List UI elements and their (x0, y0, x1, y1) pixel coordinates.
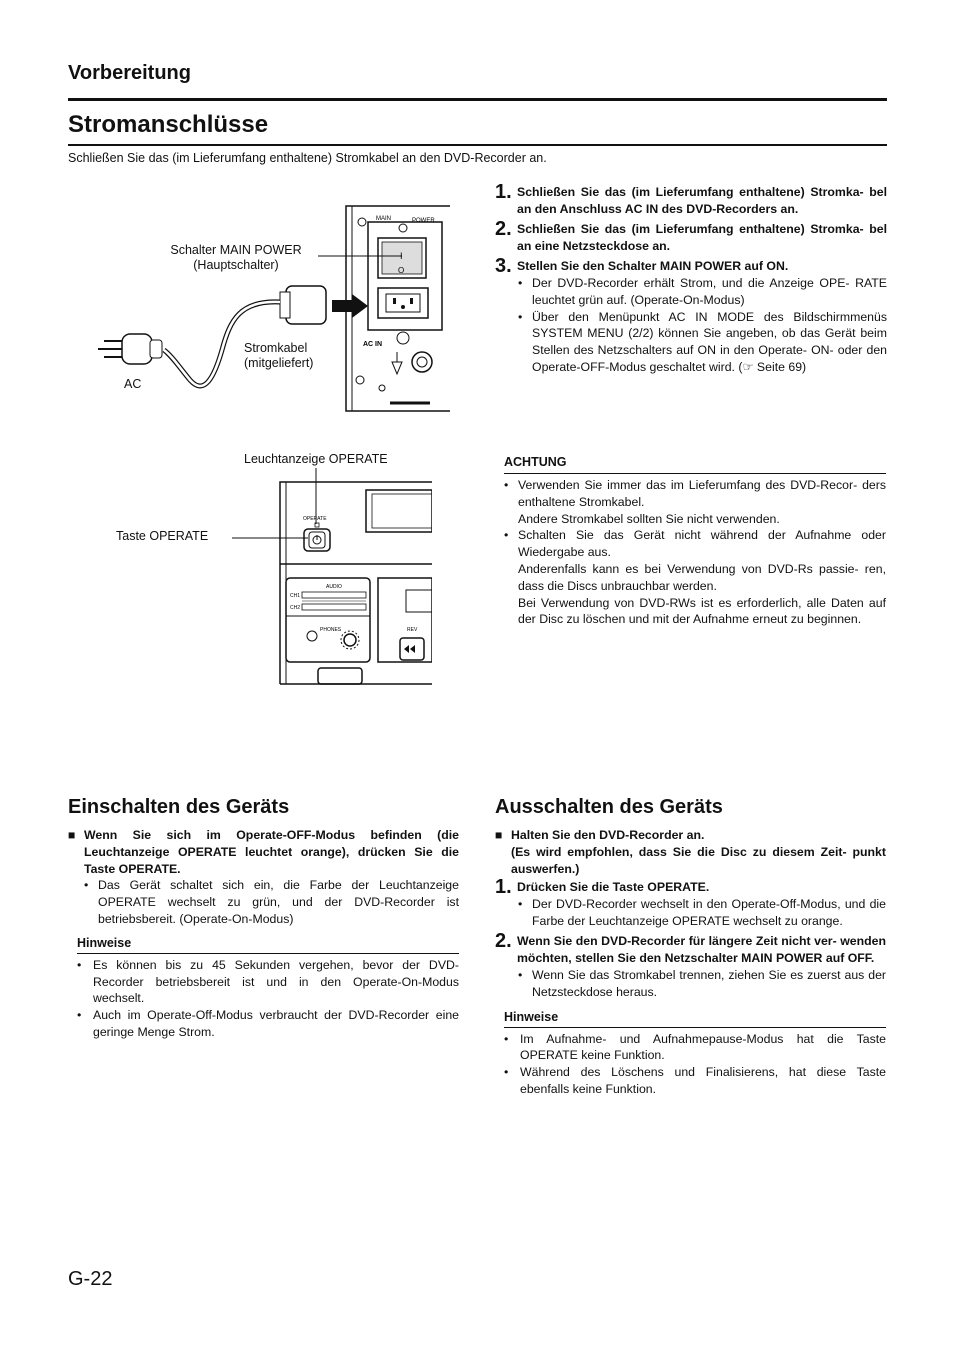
step-2: 2. Schließen Sie das (im Lieferumfang enthaltene) Stromka- bel an eine Netzsteckdose an. (495, 218, 887, 253)
intro-text: Schließen Sie das (im Lieferumfang enthaltene) Stromkabel an den DVD-Recorder an. (68, 151, 547, 165)
list-item: • Das Gerät schaltet sich ein, die Farbe der Leuchtanzeige OPERATE wechselt zu grün, und der DVD-Recorder ist betriebsbereit. (Operate-On-Modus) (84, 878, 459, 926)
caution-box (504, 455, 886, 628)
section-label: Vorbereitung (68, 62, 191, 84)
list-item: • Es können bis zu 45 Sekunden vergehen, bevor der DVD- Recorder betriebsbereit ist und in den Operate-On-Modus wechselt. (77, 957, 459, 1006)
svg-text:CH2: CH2 (290, 605, 301, 611)
caution-title: ACHTUNG (504, 455, 567, 469)
notes-title: Hinweise (77, 935, 132, 950)
list-item: • Wenn Sie das Stromkabel trennen, ziehen Sie es zuerst aus der Netzsteckdose heraus. (518, 967, 886, 999)
svg-text:CH1: CH1 (290, 593, 301, 599)
svg-text:AUDIO: AUDIO (326, 584, 342, 590)
list-item: • Über den Menüpunkt AC IN MODE des Bildschirmmenüs SYSTEM MENU (2/2) können Sie angeben, ob das Gerät beim Stellen des Netzschalters auf ON in den Operate- ON- oder den Operate-OFF-Modus geschaltet wird. (☞ Seite 69) (518, 309, 887, 374)
notes-title: Hinweise (504, 1009, 559, 1024)
power-on-lead: ■ Wenn Sie sich im Operate-OFF-Modus befinden (die Leuchtanzeige OPERATE leuchtet orange), drücken Sie die Taste OPERATE. (68, 828, 459, 876)
power-connection-diagram (90, 200, 450, 420)
front-panel-leaders (230, 466, 350, 546)
list-item: • Im Aufnahme- und Aufnahmepause-Modus hat die Taste OPERATE keine Funktion. (504, 1031, 886, 1063)
power-off-title: Ausschalten des Geräts (495, 796, 723, 818)
step-3: 3. Stellen Sie den Schalter MAIN POWER auf ON. (495, 255, 789, 277)
svg-text:O: O (398, 266, 405, 275)
power-off-step-2: 2. Wenn Sie den DVD-Recorder für längere Zeit nicht ver- wenden möchten, stellen Sie den Netzschalter MAIN POWER auf OFF. (495, 929, 886, 965)
operate-indicator-label: Leuchtanzeige OPERATE (244, 452, 388, 466)
svg-text:REV: REV (407, 627, 418, 633)
power-on-title: Einschalten des Geräts (68, 796, 290, 818)
svg-text:AC IN: AC IN (363, 341, 383, 348)
operate-button-label: Taste OPERATE (116, 529, 209, 543)
power-off-section (495, 796, 886, 1098)
list-item: • Der DVD-Recorder erhält Strom, und die Anzeige OPE- RATE leuchtet grün auf. (Operate-On-Modus) (518, 276, 887, 307)
rear-panel-illustration (90, 200, 450, 420)
step-1: 1. Schließen Sie das (im Lieferumfang enthaltene) Stromka- bel an den Anschluss AC IN des DVD-Recorders an. (495, 181, 887, 216)
svg-text:POWER: POWER (412, 218, 435, 224)
header-rule (68, 98, 887, 101)
list-item: • Schalten Sie das Gerät nicht während der Aufnahme oder Wiedergabe aus. Anderenfalls kann es bei Verwendung von DVD-Rs passie- ren, dass die Discs unbrauchbar werden. Bei Verwendung von DVD-RWs ist es erforderlich, alle Daten auf der Disc zu löschen und mit der Aufnahme erneut zu beginnen. (504, 528, 886, 627)
list-item: • Der DVD-Recorder wechselt in den Operate-Off-Modus, und die Farbe der Leuchtanzeige OPERATE wechselt zu orange. (518, 897, 886, 929)
svg-text:PHONES: PHONES (320, 627, 342, 633)
title-rule (68, 144, 887, 146)
svg-text:OPERATE: OPERATE (303, 516, 327, 522)
caution-rule (504, 473, 886, 474)
list-item: • Verwenden Sie immer das im Lieferumfang des DVD-Recor- ders enthaltene Stromkabel. Andere Stromkabel sollten Sie nicht verwenden. (504, 478, 886, 526)
page-title: Stromanschlüsse (68, 111, 269, 138)
power-on-section (68, 796, 459, 1041)
power-cable-label: Stromkabel (mitgeliefert) (244, 341, 314, 370)
svg-text:MAIN: MAIN (376, 216, 391, 222)
main-power-switch-label: Schalter MAIN POWER (Hauptschalter) (170, 243, 302, 272)
page-number: G-22 (68, 1268, 113, 1290)
power-off-step-1: 1. Drücken Sie die Taste OPERATE. (495, 876, 710, 899)
ac-label: AC (124, 377, 142, 391)
notes-rule (504, 1027, 886, 1028)
svg-text:I: I (400, 251, 403, 261)
connection-steps (495, 181, 887, 376)
list-item: • Auch im Operate-Off-Modus verbraucht der DVD-Recorder eine geringe Menge Strom. (77, 1008, 459, 1039)
notes-rule (77, 953, 459, 954)
list-item: • Während des Löschens und Finalisierens, hat diese Taste ebenfalls keine Funktion. (504, 1065, 886, 1096)
power-off-lead: ■ Halten Sie den DVD-Recorder an. (Es wird empfohlen, dass Sie die Disc zu diesem Zeit- punkt auswerfen.) (495, 828, 886, 876)
